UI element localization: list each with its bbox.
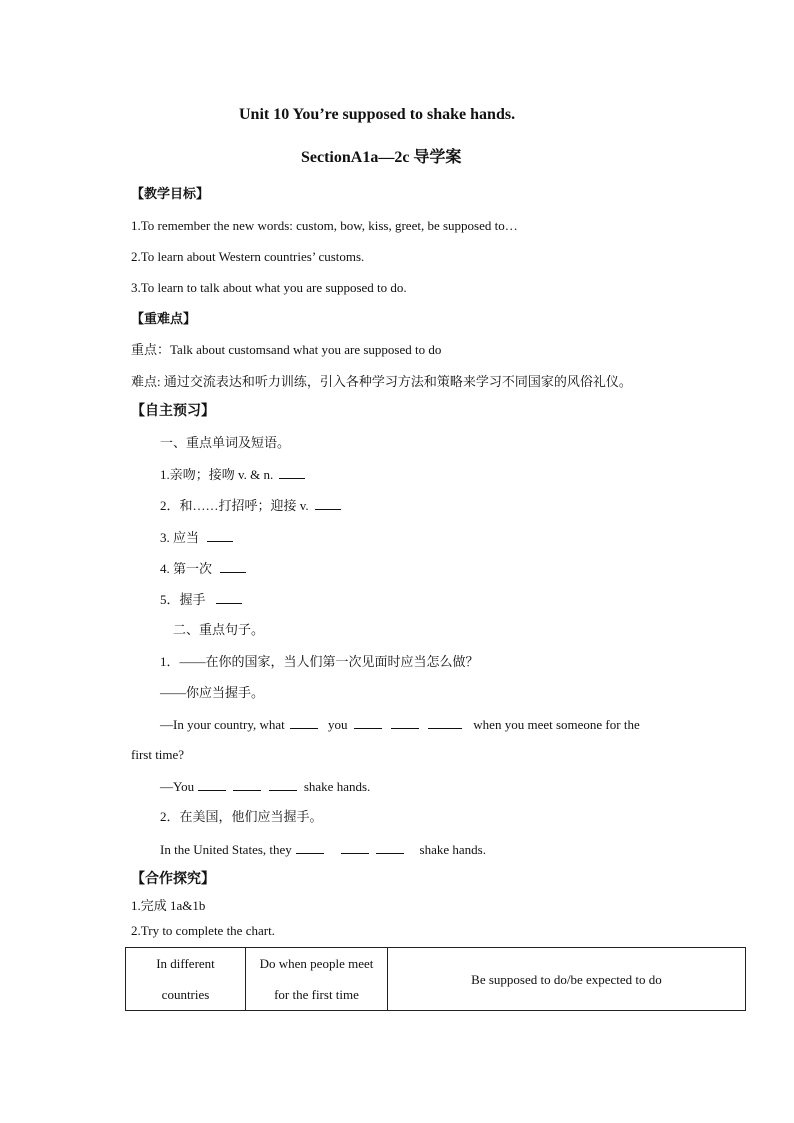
word-item: 1.亲吻；接吻 v. & n. [160,466,307,483]
sentence1-chinese-answer: ——你应当握手。 [160,685,265,700]
part1-heading: 一、重点单词及短语。 [160,435,291,450]
sentence1-english-cont: first time? [131,747,185,762]
part2-heading: 二、重点句子。 [173,622,265,637]
objective-item: 3.To learn to talk about what you are supposed to do. [131,280,407,295]
objective-item: 2.To learn about Western countries’ customs. [131,249,365,264]
focus-line [131,342,441,358]
word-item: 3. 应当 [160,529,235,546]
customs-chart [125,947,746,1011]
sentence1-english: —In your country, what you when you meet someone for the [160,717,640,732]
word-item: 4. 第一次 [160,560,248,577]
answer-blank[interactable] [354,716,382,729]
answer-blank[interactable] [391,716,419,729]
difficulty-text: 通过交流表达和听力训练，引入各种学习方法和策略来学习不同国家的风俗礼仪。 [160,374,632,389]
answer-blank[interactable] [279,466,305,479]
document-subtitle: SectionA1a—2c 导学案 [301,149,462,166]
table-header-cell: Do when people meet for the first time [246,948,388,1011]
sentence2-english: In the United States, they shake hands. [160,842,486,857]
difficulty-label: 难点: [131,374,161,389]
task2-text: 2.Try to complete the chart. [131,923,275,938]
answer-blank[interactable] [269,778,297,791]
answer-blank[interactable] [376,841,404,854]
answer-blank[interactable] [207,529,233,542]
preview-heading: 【自主预习】 [131,404,215,419]
word-item: 5．握手 [160,591,244,608]
answer-blank[interactable] [341,841,369,854]
answer-blank[interactable] [428,716,462,729]
key-points-heading: 【重难点】 [131,311,197,326]
answer-blank[interactable] [315,497,341,510]
task1-text: 1.完成 1a&1b [131,898,206,913]
sentence1-english-answer: —You shake hands. [160,779,371,794]
table-row [126,948,746,1011]
document-title: Unit 10 You’re supposed to shake hands. [239,106,516,123]
objectives-heading: 【教学目标】 [131,186,210,201]
table-header-cell: In different countries [126,948,246,1011]
focus-label: 重点： [131,342,171,357]
cooperate-heading: 【合作探究】 [131,872,215,887]
word-item: 2．和……打招呼；迎接 v. [160,497,343,514]
answer-blank[interactable] [198,778,226,791]
sentence2-chinese: 2．在美国，他们应当握手。 [160,809,323,824]
answer-blank[interactable] [290,716,318,729]
objective-item: 1.To remember the new words: custom, bow, kiss, greet, be supposed to… [131,218,518,233]
answer-blank[interactable] [216,591,242,604]
focus-text: Talk about customsand what you are supposed to do [170,342,442,357]
table-header-cell: Be supposed to do/be expected to do [388,948,746,1011]
answer-blank[interactable] [220,560,246,573]
answer-blank[interactable] [233,778,261,791]
answer-blank[interactable] [296,841,324,854]
difficulty-line [131,374,632,390]
sentence1-chinese: 1．——在你的国家，当人们第一次见面时应当怎么做？ [160,654,479,669]
